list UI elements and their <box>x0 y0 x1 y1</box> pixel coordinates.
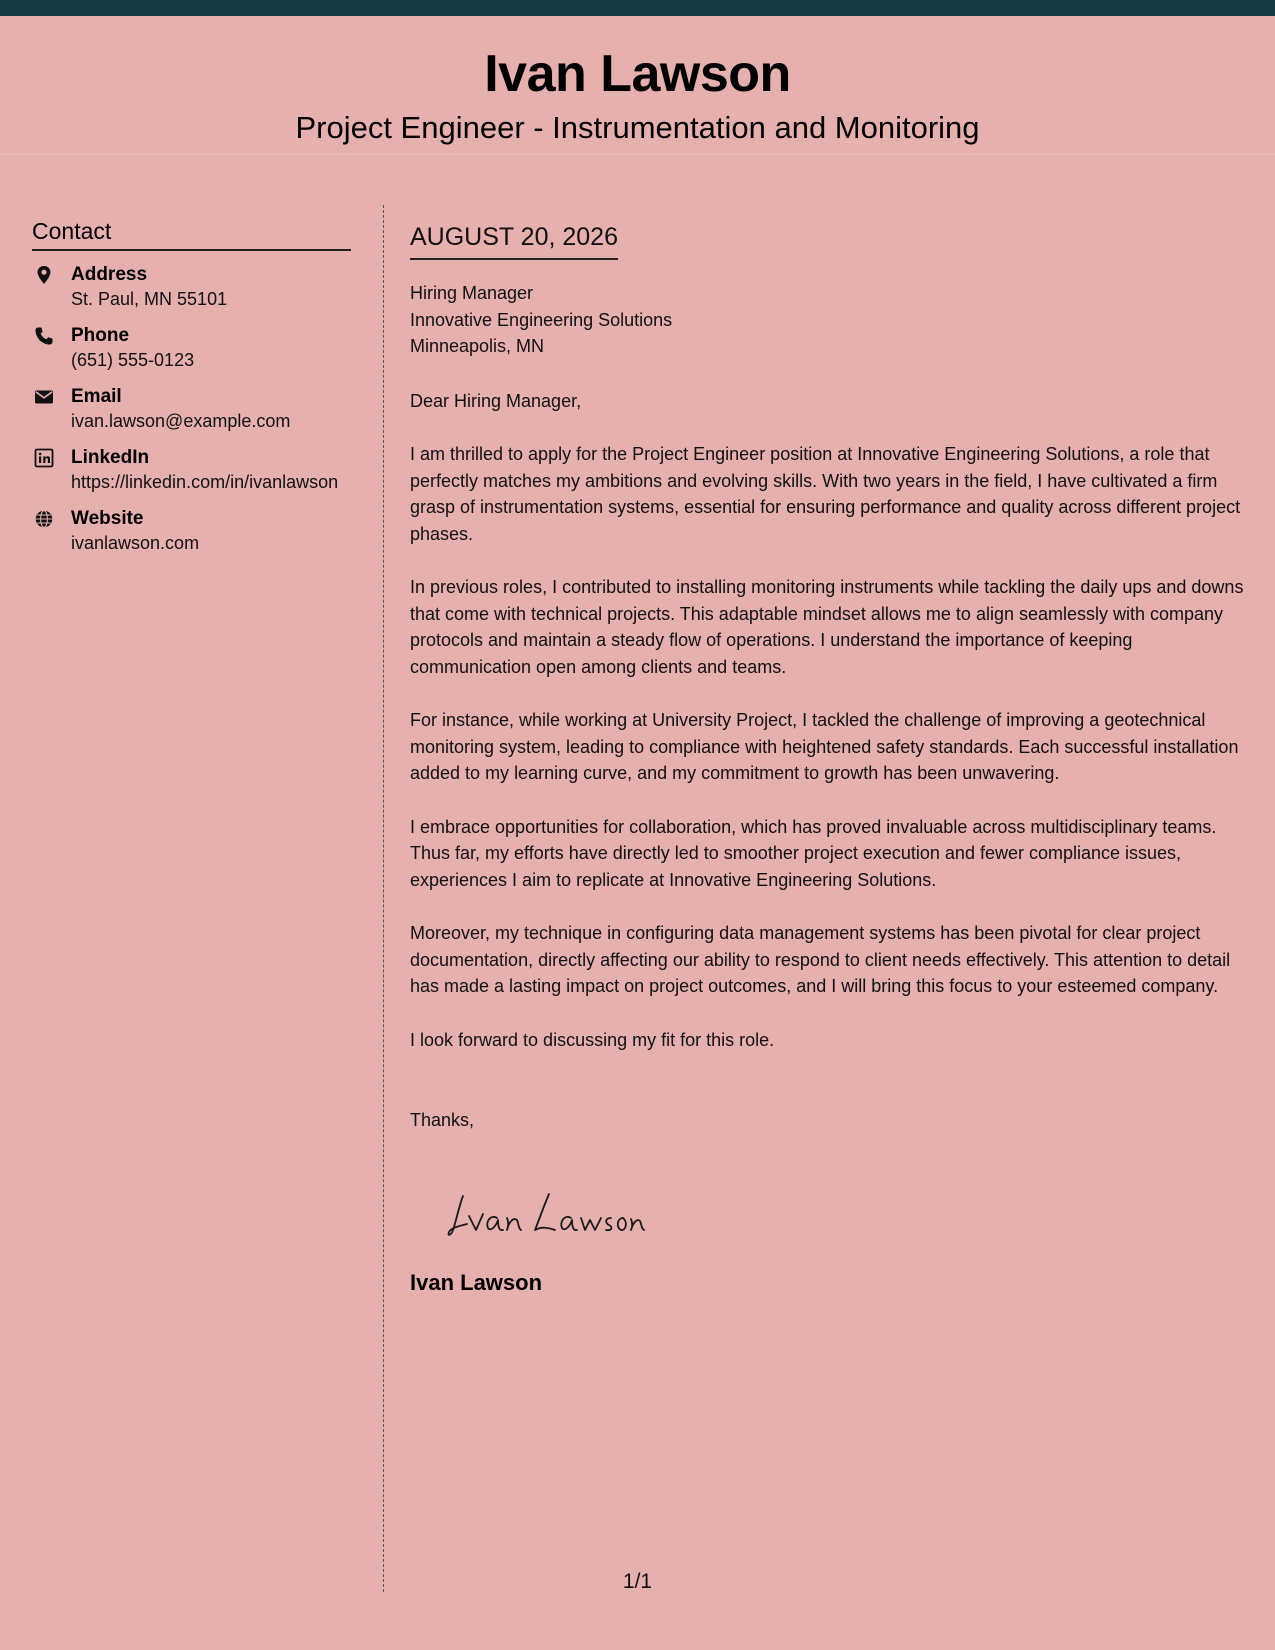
contact-heading: Contact <box>32 218 351 251</box>
recipient-line: Minneapolis, MN <box>410 336 545 356</box>
recipient-line: Hiring Manager <box>410 283 534 303</box>
page-header <box>0 16 1275 155</box>
contact-sidebar <box>32 218 351 568</box>
phone-value: (651) 555-0123 <box>71 350 195 370</box>
recipient-line: Innovative Engineering Solutions <box>410 309 673 330</box>
candidate-name: Ivan Lawson <box>484 45 791 103</box>
letter-paragraph: In previous roles, I contributed to installing monitoring instruments while tackling the daily ups and downs that come with technical projects. This adaptable mindset allows me to align seamlessly with company protocols and maintain a steady flow of operations. I understand the importance of keeping communication open among clients and teams. <box>410 577 1244 677</box>
contact-item-address <box>32 263 351 311</box>
signature-image <box>445 1182 645 1246</box>
closing: Thanks, <box>410 1110 475 1130</box>
contact-item-phone <box>32 324 351 372</box>
website-label: Website <box>71 508 144 529</box>
recipient-block <box>410 280 1252 360</box>
letter-date: AUGUST 20, 2026 <box>410 222 618 260</box>
phone-icon <box>34 326 54 346</box>
top-accent-bar <box>0 0 1275 16</box>
letter-paragraph: Moreover, my technique in configuring data management systems has been pivotal for clear project documentation, directly affecting our ability to respond to client needs effectively. This attention to detail has made a lasting impact on project outcomes, and I will bring this focus to your esteemed company. <box>410 923 1231 996</box>
signer-name: Ivan Lawson <box>410 1270 543 1295</box>
contact-item-linkedin <box>32 446 351 494</box>
globe-icon <box>34 509 54 529</box>
linkedin-icon <box>34 448 54 468</box>
email-value: ivan.lawson@example.com <box>71 411 291 431</box>
page-number: 1/1 <box>622 1570 653 1593</box>
letter-body <box>410 222 1252 1295</box>
address-value: St. Paul, MN 55101 <box>71 289 228 309</box>
phone-label: Phone <box>71 325 130 346</box>
envelope-icon <box>34 387 54 407</box>
linkedin-label: LinkedIn <box>71 447 150 468</box>
contact-list <box>32 263 351 555</box>
letter-paragraph: For instance, while working at University Project, I tackled the challenge of improving a geotechnical monitoring system, leading to compliance with heightened safety standards. Each successful installation added to my learning curve, and my commitment to growth has been unwavering. <box>410 710 1239 783</box>
salutation: Dear Hiring Manager, <box>410 390 582 411</box>
column-divider <box>383 205 384 1592</box>
letter-paragraph: I am thrilled to apply for the Project Engineer position at Innovative Engineering Solutions, a role that perfectly matches my ambitions and evolving skills. With two years in the field, I have cultivated a firm grasp of instrumentation systems, essential for ensuring performance and quality across different project phases. <box>410 444 1241 544</box>
contact-item-website <box>32 507 351 555</box>
email-label: Email <box>71 386 122 407</box>
website-value[interactable]: ivanlawson.com <box>71 533 200 553</box>
contact-item-email <box>32 385 351 433</box>
letter-paragraph: I look forward to discussing my fit for this role. <box>410 1029 775 1050</box>
linkedin-value[interactable]: https://linkedin.com/in/ivanlawson <box>71 472 339 492</box>
map-pin-icon <box>34 265 54 285</box>
job-title: Project Engineer - Instrumentation and Monitoring <box>295 110 980 145</box>
letter-paragraph: I embrace opportunities for collaboration, which has proved invaluable across multidisciplinary teams. Thus far, my efforts have directly led to smoother project execution and fewer compliance issues, experiences I aim to replicate at Innovative Engineering Solutions. <box>410 816 1217 890</box>
address-label: Address <box>71 264 148 285</box>
